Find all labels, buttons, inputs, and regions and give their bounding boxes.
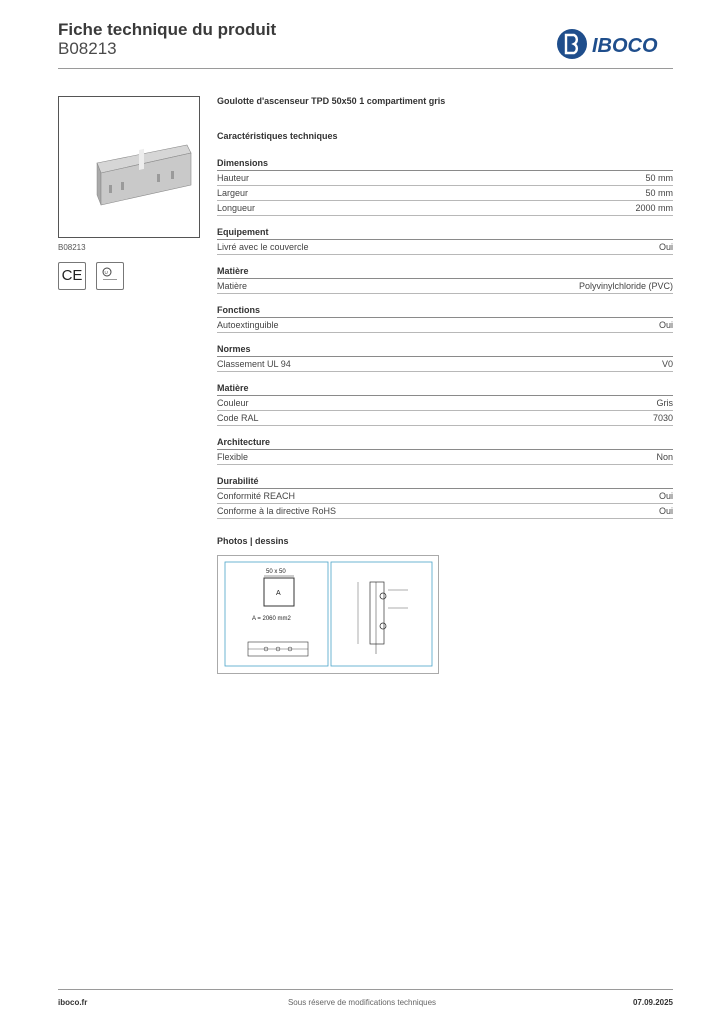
section-fonctions	[217, 303, 673, 333]
product-code: B08213	[58, 39, 117, 58]
drawing-size-label: 50 x 50	[266, 569, 286, 575]
drawing-area-label: A = 2060 mm2	[252, 616, 291, 622]
spec-row	[217, 396, 673, 411]
footer-date: 07.09.2025	[632, 998, 673, 1007]
section-title: Matière	[217, 381, 673, 396]
spec-label: Largeur	[217, 188, 249, 198]
product-name: Goulotte d'ascenseur TPD 50x50 1 compartiment gris	[217, 96, 446, 106]
spec-row	[217, 240, 673, 255]
product-photo	[58, 96, 200, 238]
header-divider	[58, 68, 673, 69]
section-title: Normes	[217, 342, 673, 357]
spec-value: Oui	[658, 320, 673, 330]
spec-row	[217, 489, 673, 504]
ce-mark-icon	[58, 262, 86, 290]
spec-row	[217, 186, 673, 201]
section-matiere-couleur	[217, 381, 673, 426]
spec-label: Autoextinguible	[217, 320, 279, 330]
section-equipement	[217, 225, 673, 255]
technical-drawing	[217, 555, 439, 674]
drawing-icon	[218, 556, 438, 673]
spec-value: Non	[656, 452, 673, 462]
footer-website[interactable]: iboco.fr	[58, 998, 88, 1007]
spec-sections	[217, 150, 673, 528]
photos-heading: Photos | dessins	[217, 536, 289, 546]
drawing-area-letter: A	[276, 590, 281, 597]
spec-row	[217, 450, 673, 465]
spec-row	[217, 318, 673, 333]
spec-row	[217, 504, 673, 519]
spec-value: 50 mm	[645, 173, 673, 183]
spec-label: Classement UL 94	[217, 359, 291, 369]
spec-value: V0	[661, 359, 673, 369]
section-architecture	[217, 435, 673, 465]
spec-label: Conformité REACH	[217, 491, 296, 501]
spec-row	[217, 171, 673, 186]
section-dimensions	[217, 156, 673, 216]
spec-value: 50 mm	[645, 188, 673, 198]
ul-recognized-icon	[96, 262, 124, 290]
spec-label: Livré avec le couvercle	[217, 242, 309, 252]
section-title: Durabilité	[217, 474, 673, 489]
spec-value: Gris	[656, 398, 673, 408]
spec-value: Oui	[658, 506, 673, 516]
spec-label: Matière	[217, 281, 248, 291]
footer-divider	[58, 989, 673, 990]
spec-value: Oui	[658, 491, 673, 501]
specs-heading: Caractéristiques techniques	[217, 131, 338, 141]
section-title: Equipement	[217, 225, 673, 240]
spec-row	[217, 357, 673, 372]
section-durabilite	[217, 474, 673, 519]
section-matiere	[217, 264, 673, 294]
spec-row	[217, 411, 673, 426]
page-title: Fiche technique du produit	[58, 20, 277, 39]
cable-duct-photo-icon	[59, 97, 199, 237]
spec-row	[217, 201, 673, 216]
logo-text: IBOCO	[592, 35, 658, 57]
spec-label: Hauteur	[217, 173, 250, 183]
spec-label: Code RAL	[217, 413, 259, 423]
spec-label: Flexible	[217, 452, 249, 462]
ce-mark-text: CE	[61, 267, 83, 284]
footer-notice: Sous réserve de modifications techniques	[287, 998, 437, 1007]
section-title: Matière	[217, 264, 673, 279]
product-reference: B08213	[58, 243, 86, 252]
section-title: Architecture	[217, 435, 673, 450]
spec-label: Conforme à la directive RoHS	[217, 506, 337, 516]
spec-value: 2000 mm	[635, 203, 673, 213]
spec-value: Polyvinylchloride (PVC)	[578, 281, 673, 291]
section-normes	[217, 342, 673, 372]
section-title: Dimensions	[217, 156, 673, 171]
svg-text:U: U	[104, 270, 108, 275]
spec-row	[217, 279, 673, 294]
spec-label: Longueur	[217, 203, 256, 213]
iboco-logo	[556, 27, 674, 61]
spec-value: Oui	[658, 242, 673, 252]
section-title: Fonctions	[217, 303, 673, 318]
spec-value: 7030	[652, 413, 673, 423]
spec-label: Couleur	[217, 398, 249, 408]
